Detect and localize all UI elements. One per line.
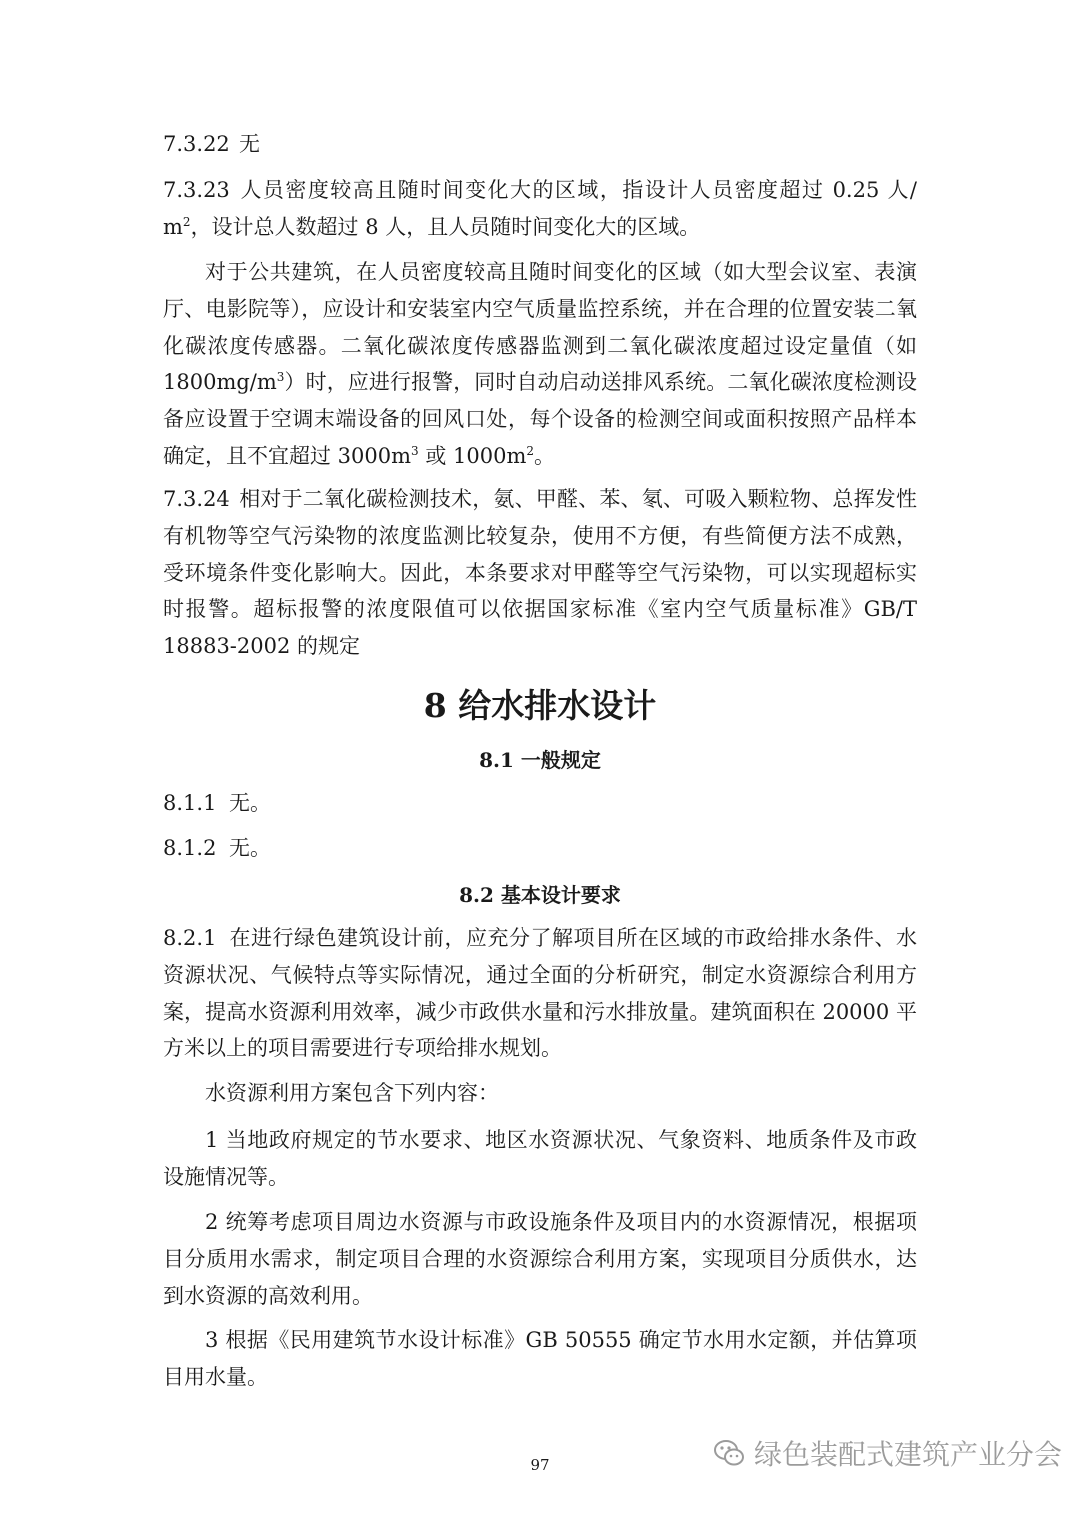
clause-text: 在进行绿色建筑设计前，应充分了解项目所在区域的市政给排水条件、水资源状况、气候特点等实际情况，通过全面的分析研究，制定水资源综合利用方案，提高水资源利用效率，减少市政供水量和污水排放量。建筑面积在 20000 平方米以上的项目需要进行专项给排水规划。 [163, 926, 917, 1061]
list-item-2: 2 统筹考虑项目周边水资源与市政设施条件及项目内的水资源情况，根据项目分质用水需求，制定项目合理的水资源综合利用方案，实现项目分质供水，达到水资源的高效利用。 [163, 1210, 917, 1308]
paragraph-co2-sensor [163, 254, 917, 475]
clause-number: 8.2.1 [163, 926, 217, 950]
superscript: 2 [526, 443, 535, 458]
wechat-icon [712, 1436, 746, 1470]
section-title-8-2: 8.2 基本设计要求 [459, 883, 621, 907]
clause-text: 人员密度较高且随时间变化大的区域，指设计人员密度超过 0.25 人/ m [163, 178, 917, 239]
paragraph-text: 。 [534, 443, 556, 468]
clause-text: 无。 [229, 791, 271, 815]
superscript: 3 [411, 443, 419, 458]
clause-number: 7.3.24 [163, 487, 230, 511]
superscript: 2 [182, 214, 191, 229]
clause-7-3-23 [163, 172, 917, 246]
clause-8-1-2 [163, 830, 917, 867]
clause-number: 7.3.23 [163, 178, 230, 202]
clause-text: 相对于二氧化碳检测技术，氨、甲醛、苯、氡、可吸入颗粒物、总挥发性有机物等空气污染物的浓度监测比较复杂，使用不方便，有些简便方法不成熟，受环境条件变化影响大。因此，本条要求对甲醛等空气污染物，可以实现超标实时报警。超标报警的浓度限值可以依据国家标准《室内空气质量标准》GB/T 18883-2002 的规定 [163, 487, 917, 659]
clause-text: 无。 [229, 836, 271, 860]
clause-number: 7.3.22 [163, 132, 230, 156]
clause-7-3-24 [163, 481, 917, 665]
list-item-3: 3 根据《民用建筑节水设计标准》GB 50555 确定节水用水定额，并估算项目用水量。 [163, 1328, 917, 1389]
clause-8-2-1 [163, 920, 917, 1067]
page-number: 97 [530, 1456, 550, 1474]
paragraph-water-plan-intro: 水资源利用方案包含下列内容： [205, 1081, 499, 1105]
paragraph-text: 或 1000m [418, 443, 527, 468]
superscript: 3 [276, 370, 285, 385]
clause-number: 8.1.2 [163, 836, 217, 860]
clause-number: 8.1.1 [163, 791, 217, 815]
clause-8-1-1 [163, 785, 917, 822]
watermark [712, 1433, 1062, 1473]
paragraph-text: 对于公共建筑，在人员密度较高且随时间变化的区域（如大型会议室、表演厅、电影院等），应设计和安装室内空气质量监控系统，并在合理的位置安装二氧化碳浓度传感器。二氧化碳浓度传感器监测到二氧化碳浓度超过设定量值（如 1800mg/m [163, 260, 917, 395]
section-title-8-1: 8.1 一般规定 [479, 748, 601, 772]
clause-7-3-22 [163, 126, 917, 163]
chapter-title: 8 给水排水设计 [423, 686, 657, 725]
clause-text: 无 [239, 132, 260, 156]
clause-text-tail: ，设计总人数超过 8 人，且人员随时间变化大的区域。 [190, 214, 701, 239]
watermark-text: 绿色装配式建筑产业分会 [754, 1438, 1063, 1471]
list-item-1: 1 当地政府规定的节水要求、地区水资源状况、气象资料、地质条件及市政设施情况等。 [163, 1128, 917, 1189]
paragraph-text: ）时，应进行报警，同时自动启动送排风系统。二氧化碳浓度检测设备应设置于空调末端设备的回风口处，每个设备的检测空间或面积按照产品样本确定，且不宜超过 3000m [163, 370, 917, 468]
